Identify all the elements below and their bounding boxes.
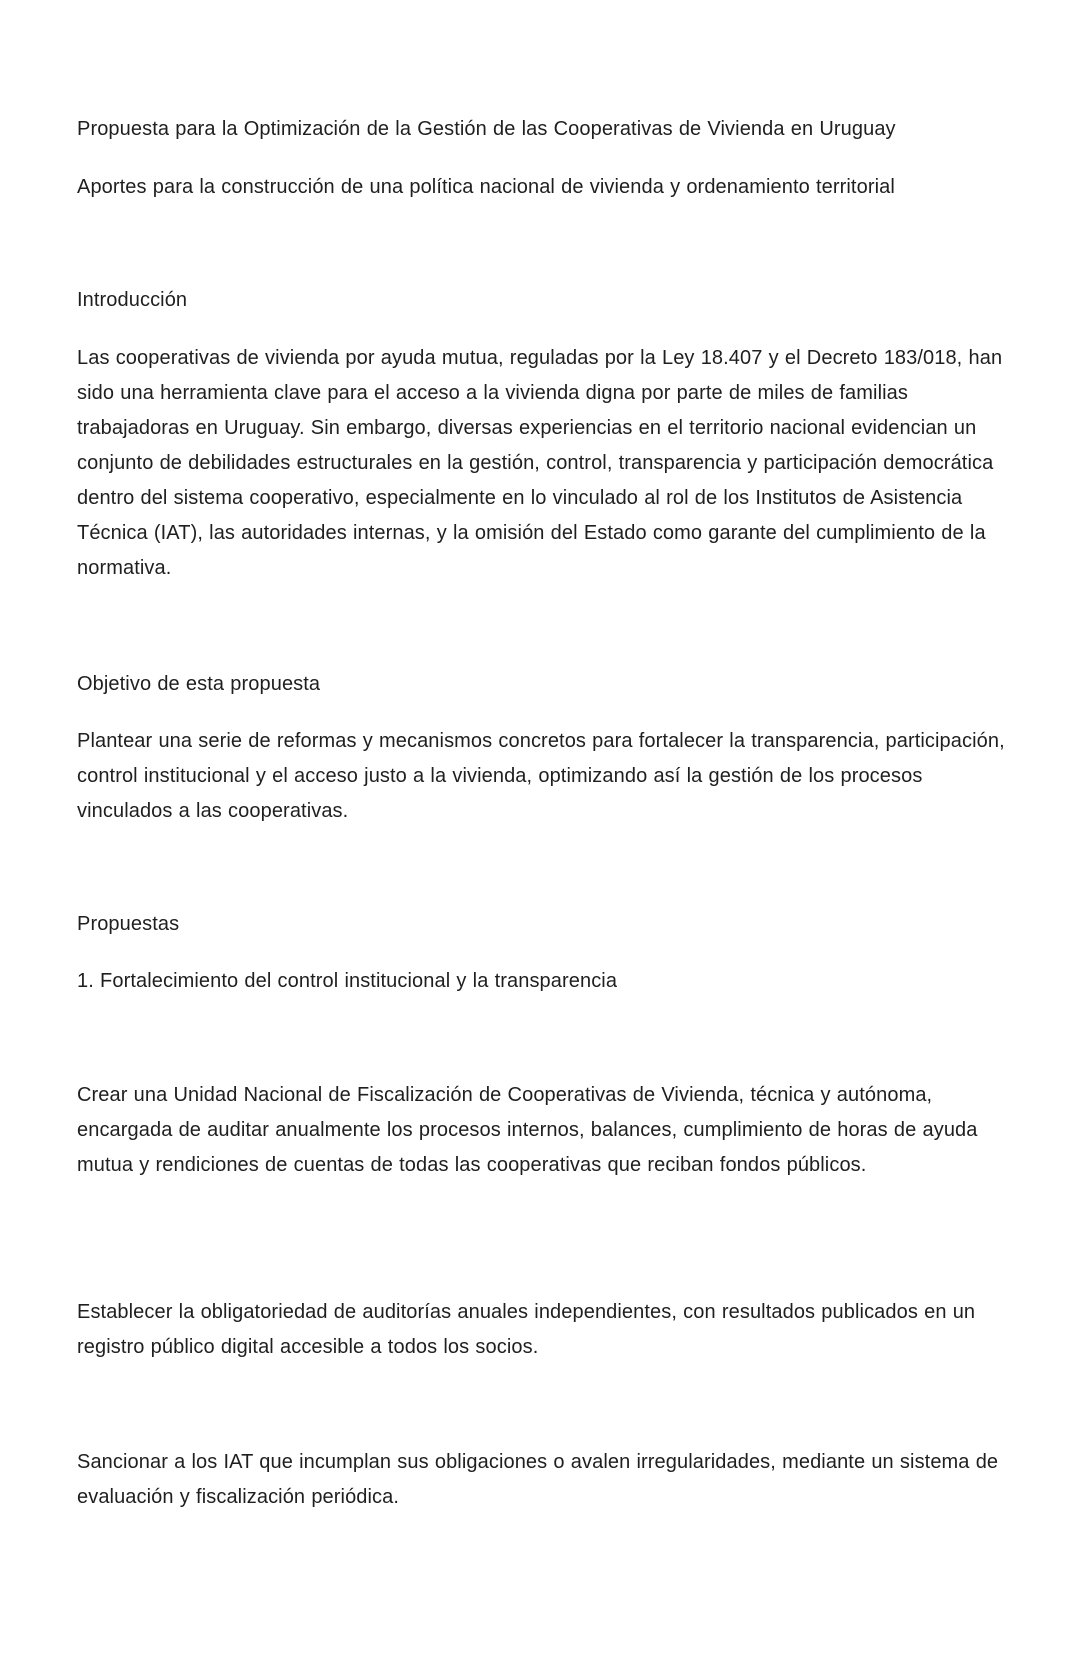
paragraph-establecer-auditorias: Establecer la obligatoriedad de auditorías anuales independientes, con resultados publicados en un registro público digital accesible a todos los socios. xyxy=(77,1301,976,1358)
propuesta-item1-heading: 1. Fortalecimiento del control institucional y la transparencia xyxy=(77,970,618,992)
section-heading-introduccion: Introducción xyxy=(77,289,188,311)
section-heading-propuestas: Propuestas xyxy=(77,913,180,935)
document-subtitle: Aportes para la construcción de una política nacional de vivienda y ordenamiento territorial xyxy=(77,176,895,198)
paragraph-introduccion: Las cooperativas de vivienda por ayuda mutua, reguladas por la Ley 18.407 y el Decreto 183/018, han sido una herramienta clave para el acceso a la vivienda digna por parte de miles de familias trabajadoras en Uruguay. Sin embargo, diversas experiencias en el territorio nacional evidencian un conjunto de debilidades estructurales en la gestión, control, transparencia y participación democrática dentro del sistema cooperativo, especialmente en lo vinculado al rol de los Institutos de Asistencia Técnica (IAT), las autoridades internas, y la omisión del Estado como garante del cumplimiento de la normativa. xyxy=(77,347,1003,579)
paragraph-sancionar-iat: Sancionar a los IAT que incumplan sus obligaciones o avalen irregularidades, mediante un sistema de evaluación y fiscalización periódica. xyxy=(77,1451,999,1508)
document-title: Propuesta para la Optimización de la Gestión de las Cooperativas de Vivienda en Uruguay xyxy=(77,118,896,140)
paragraph-crear-unidad: Crear una Unidad Nacional de Fiscalización de Cooperativas de Vivienda, técnica y autónoma, encargada de auditar anualmente los procesos internos, balances, cumplimiento de horas de ayuda mutua y rendiciones de cuentas de todas las cooperativas que reciban fondos públicos. xyxy=(77,1084,978,1176)
paragraph-objetivo: Plantear una serie de reformas y mecanismos concretos para fortalecer la transparencia, participación, control institucional y el acceso justo a la vivienda, optimizando así la gestión de los procesos vinculados a las cooperativas. xyxy=(77,730,1005,822)
section-heading-objetivo: Objetivo de esta propuesta xyxy=(77,673,321,695)
